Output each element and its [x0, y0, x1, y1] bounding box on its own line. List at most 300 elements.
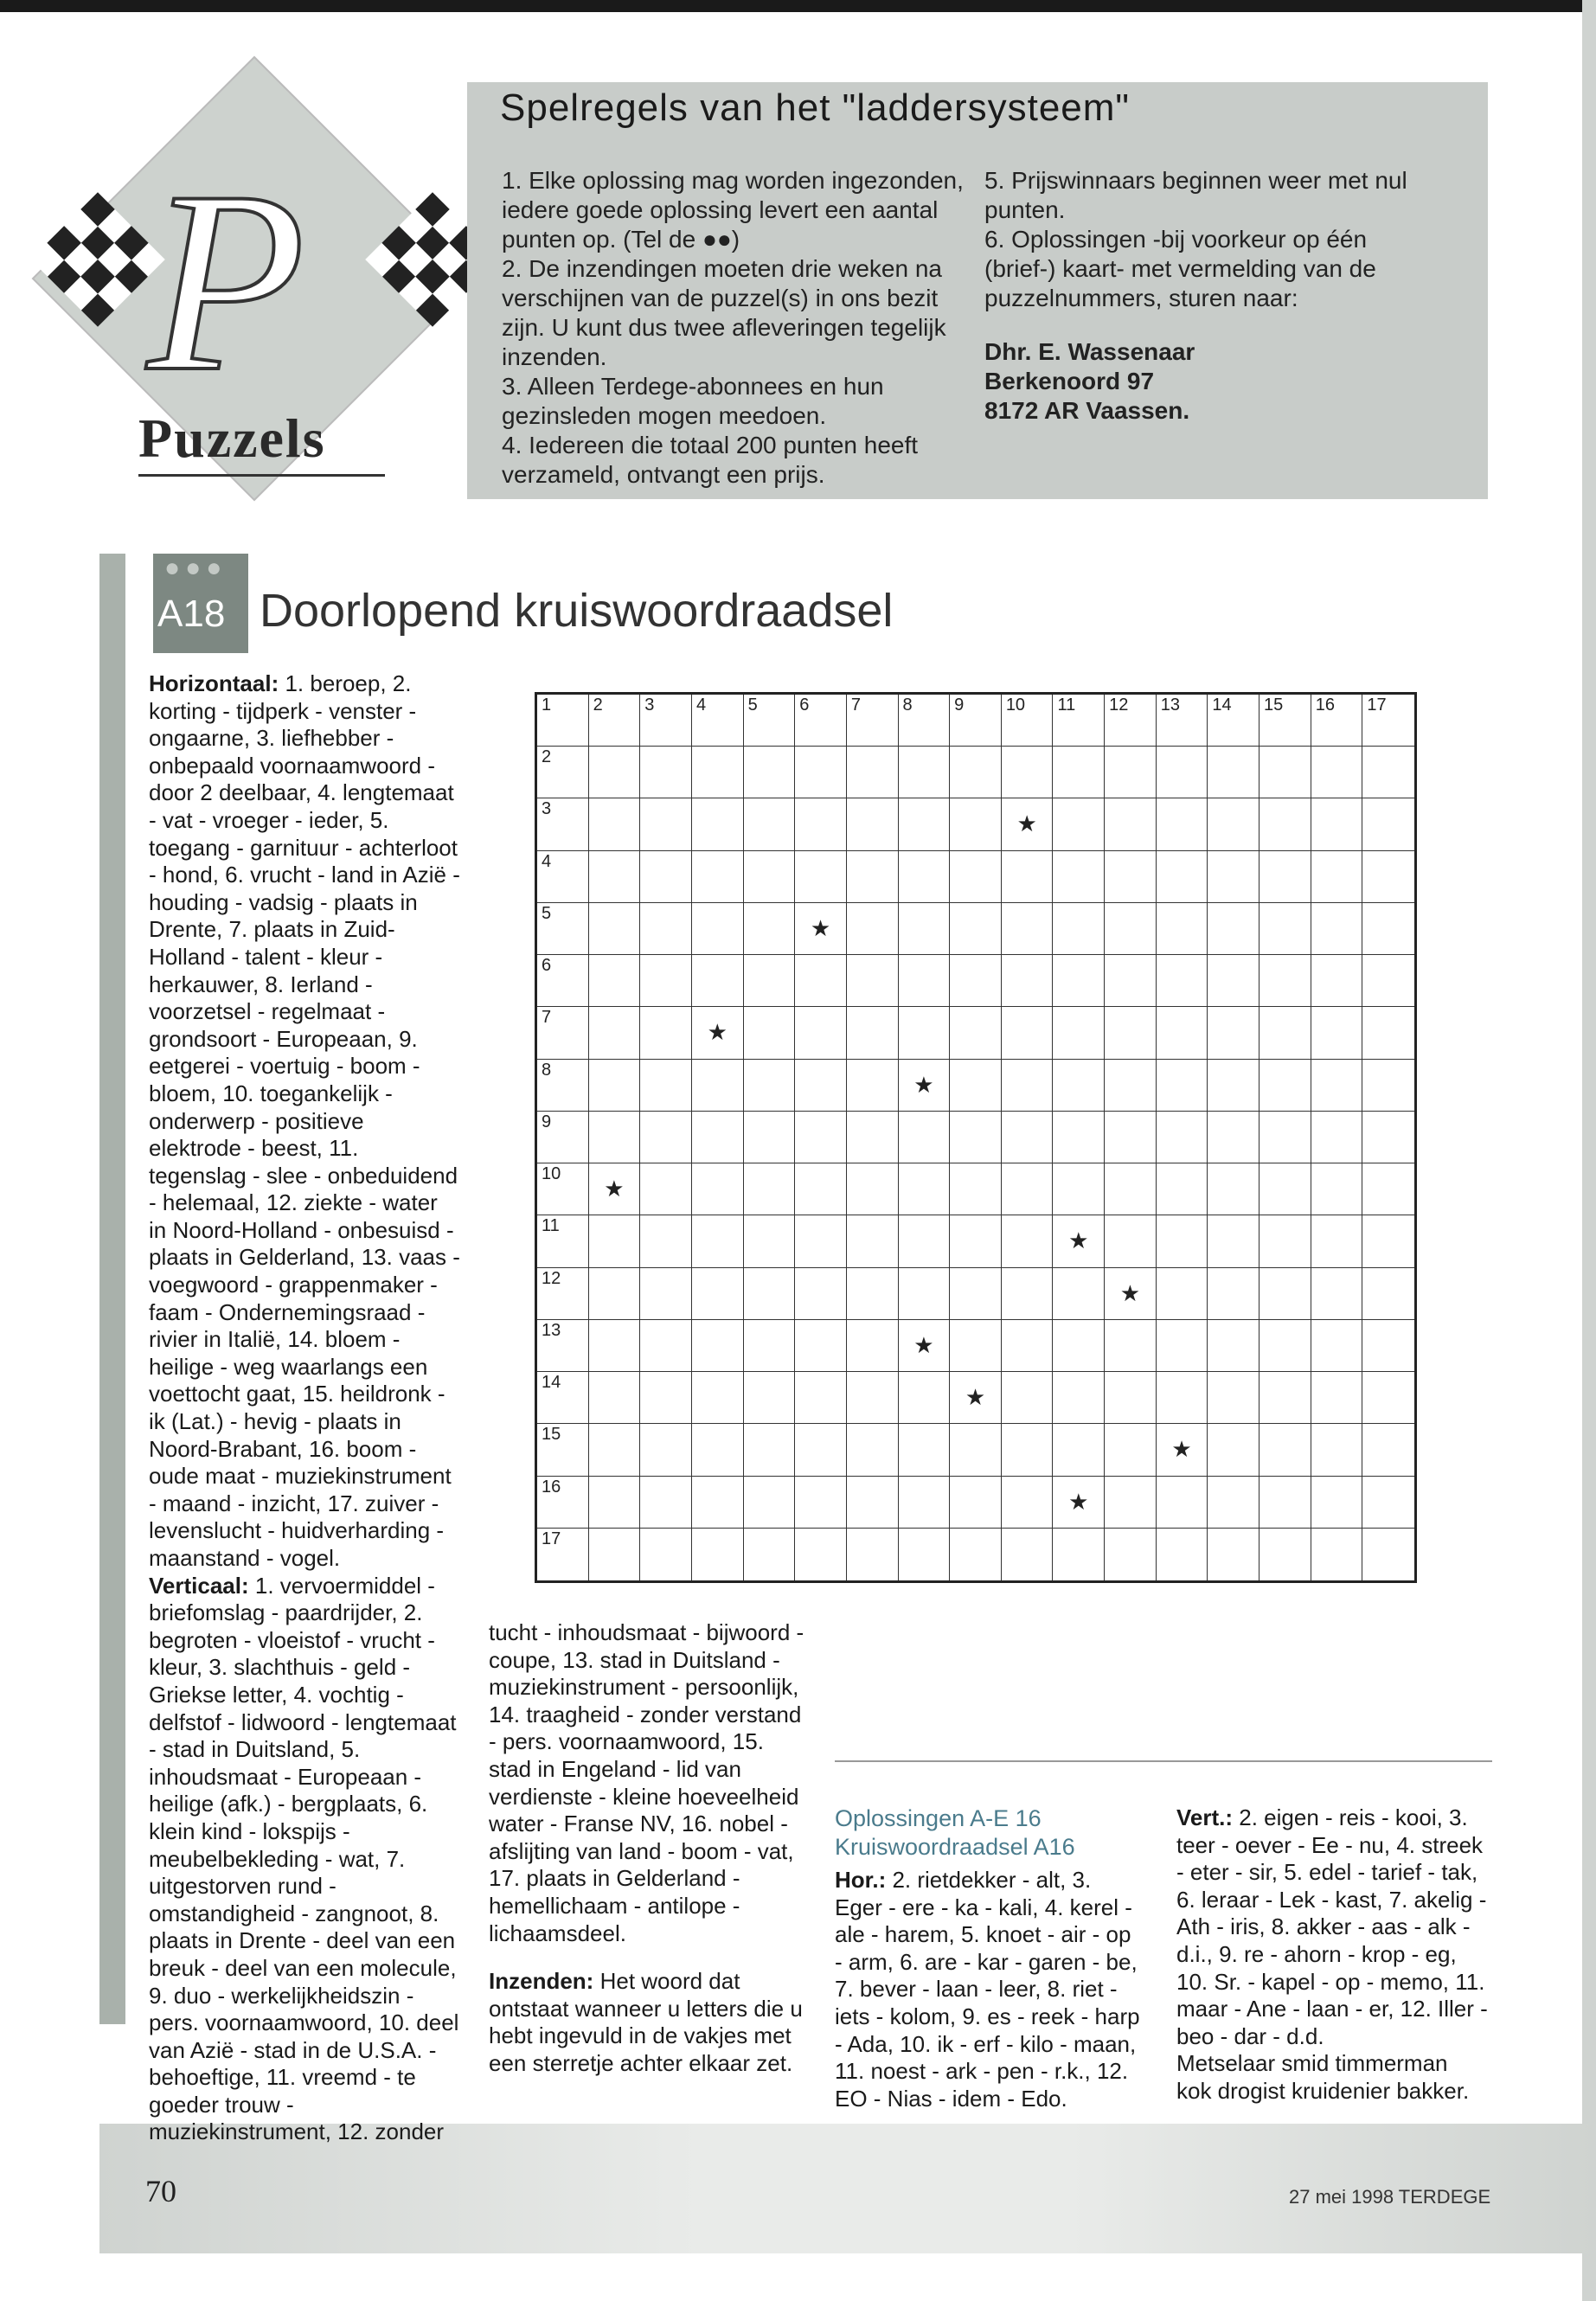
grid-cell[interactable]: [950, 695, 1002, 747]
grid-cell[interactable]: [692, 798, 744, 850]
grid-cell[interactable]: [537, 695, 589, 747]
grid-cell[interactable]: [537, 1424, 589, 1476]
grid-cell[interactable]: [640, 1320, 692, 1372]
grid-cell[interactable]: [1311, 1007, 1363, 1059]
grid-cell[interactable]: [1311, 747, 1363, 798]
grid-cell[interactable]: [1002, 1372, 1054, 1424]
grid-cell[interactable]: [950, 1268, 1002, 1320]
grid-cell[interactable]: [1311, 851, 1363, 903]
grid-cell[interactable]: [744, 1529, 796, 1580]
grid-cell[interactable]: [1208, 747, 1259, 798]
grid-cell[interactable]: [1002, 1477, 1054, 1529]
grid-cell[interactable]: [1053, 1007, 1105, 1059]
grid-cell[interactable]: [950, 1424, 1002, 1476]
grid-cell[interactable]: [899, 1320, 951, 1372]
grid-cell[interactable]: [950, 1007, 1002, 1059]
grid-cell[interactable]: [589, 695, 641, 747]
grid-cell[interactable]: [1259, 747, 1311, 798]
grid-cell[interactable]: [640, 1007, 692, 1059]
grid-cell[interactable]: [1208, 798, 1259, 850]
grid-cell[interactable]: [1002, 1112, 1054, 1163]
grid-cell[interactable]: [537, 1007, 589, 1059]
grid-cell[interactable]: [744, 955, 796, 1007]
grid-cell[interactable]: [950, 1163, 1002, 1215]
grid-cell[interactable]: [950, 1372, 1002, 1424]
grid-cell[interactable]: [1259, 1320, 1311, 1372]
grid-cell[interactable]: [1259, 1372, 1311, 1424]
grid-cell[interactable]: [795, 1320, 847, 1372]
grid-cell[interactable]: [847, 1268, 899, 1320]
grid-cell[interactable]: [847, 1477, 899, 1529]
grid-cell[interactable]: [950, 1320, 1002, 1372]
grid-cell[interactable]: [1157, 1215, 1208, 1267]
grid-cell[interactable]: [795, 851, 847, 903]
grid-cell[interactable]: [1362, 1268, 1414, 1320]
grid-cell[interactable]: [950, 955, 1002, 1007]
grid-cell[interactable]: [640, 1215, 692, 1267]
grid-cell[interactable]: [795, 1424, 847, 1476]
grid-cell[interactable]: [1157, 1268, 1208, 1320]
grid-cell[interactable]: [1362, 798, 1414, 850]
grid-cell[interactable]: [1053, 955, 1105, 1007]
grid-cell[interactable]: [640, 851, 692, 903]
grid-cell[interactable]: [1157, 1477, 1208, 1529]
grid-cell[interactable]: [640, 1112, 692, 1163]
grid-cell[interactable]: [744, 1424, 796, 1476]
grid-cell[interactable]: [589, 1477, 641, 1529]
grid-cell[interactable]: [1053, 1268, 1105, 1320]
grid-cell[interactable]: [1311, 1268, 1363, 1320]
grid-cell[interactable]: [899, 1372, 951, 1424]
grid-cell[interactable]: [847, 1320, 899, 1372]
grid-cell[interactable]: [744, 747, 796, 798]
grid-cell[interactable]: [1157, 955, 1208, 1007]
grid-cell[interactable]: [1362, 1007, 1414, 1059]
grid-cell[interactable]: [899, 903, 951, 955]
grid-cell[interactable]: [950, 1060, 1002, 1112]
grid-cell[interactable]: [692, 1007, 744, 1059]
grid-cell[interactable]: [1208, 903, 1259, 955]
grid-cell[interactable]: [1105, 851, 1157, 903]
grid-cell[interactable]: [1105, 1060, 1157, 1112]
grid-cell[interactable]: [589, 1060, 641, 1112]
grid-cell[interactable]: [1311, 1215, 1363, 1267]
grid-cell[interactable]: [1259, 1215, 1311, 1267]
grid-cell[interactable]: [1105, 1007, 1157, 1059]
grid-cell[interactable]: [1157, 747, 1208, 798]
grid-cell[interactable]: [1208, 1477, 1259, 1529]
grid-cell[interactable]: [1259, 1529, 1311, 1580]
grid-cell[interactable]: [1259, 1112, 1311, 1163]
grid-cell[interactable]: [640, 955, 692, 1007]
grid-cell[interactable]: [1157, 1007, 1208, 1059]
grid-cell[interactable]: [1053, 747, 1105, 798]
grid-cell[interactable]: [1157, 903, 1208, 955]
grid-cell[interactable]: [1002, 1215, 1054, 1267]
grid-cell[interactable]: [795, 1268, 847, 1320]
grid-cell[interactable]: [1311, 1112, 1363, 1163]
grid-cell[interactable]: [1208, 1215, 1259, 1267]
grid-cell[interactable]: [899, 695, 951, 747]
grid-cell[interactable]: [692, 1268, 744, 1320]
grid-cell[interactable]: [795, 1163, 847, 1215]
grid-cell[interactable]: [589, 798, 641, 850]
grid-cell[interactable]: [1105, 1215, 1157, 1267]
grid-cell[interactable]: [1259, 1477, 1311, 1529]
grid-cell[interactable]: [847, 1007, 899, 1059]
grid-cell[interactable]: [692, 851, 744, 903]
grid-cell[interactable]: [1311, 695, 1363, 747]
grid-cell[interactable]: [537, 1372, 589, 1424]
grid-cell[interactable]: [1105, 1320, 1157, 1372]
grid-cell[interactable]: [1105, 1112, 1157, 1163]
grid-cell[interactable]: [1002, 1424, 1054, 1476]
grid-cell[interactable]: [1105, 1268, 1157, 1320]
grid-cell[interactable]: [795, 1372, 847, 1424]
cell-number: 10: [1005, 695, 1026, 715]
grid-cell[interactable]: [1157, 695, 1208, 747]
grid-cell[interactable]: [1362, 851, 1414, 903]
grid-cell[interactable]: [744, 851, 796, 903]
grid-cell[interactable]: [1053, 1424, 1105, 1476]
grid-cell[interactable]: [950, 1529, 1002, 1580]
grid-cell[interactable]: [640, 747, 692, 798]
grid-cell[interactable]: [1208, 1268, 1259, 1320]
grid-cell[interactable]: [950, 903, 1002, 955]
grid-cell[interactable]: [692, 1215, 744, 1267]
grid-cell[interactable]: [1362, 1372, 1414, 1424]
grid-cell[interactable]: [692, 1477, 744, 1529]
grid-cell[interactable]: [1362, 1424, 1414, 1476]
grid-cell[interactable]: [537, 1320, 589, 1372]
grid-cell[interactable]: [589, 955, 641, 1007]
grid-cell[interactable]: [744, 1112, 796, 1163]
grid-cell[interactable]: [1311, 798, 1363, 850]
grid-cell[interactable]: [537, 903, 589, 955]
grid-cell[interactable]: [847, 851, 899, 903]
grid-cell[interactable]: [589, 747, 641, 798]
grid-cell[interactable]: [1157, 798, 1208, 850]
grid-cell[interactable]: [1362, 695, 1414, 747]
grid-cell[interactable]: [1002, 1163, 1054, 1215]
grid-cell[interactable]: [640, 1372, 692, 1424]
grid-cell[interactable]: [692, 695, 744, 747]
grid-cell[interactable]: [1311, 955, 1363, 1007]
grid-cell[interactable]: [950, 798, 1002, 850]
grid-cell[interactable]: [1362, 1320, 1414, 1372]
grid-cell[interactable]: [640, 1424, 692, 1476]
grid-cell[interactable]: [640, 1268, 692, 1320]
grid-cell[interactable]: [1311, 1060, 1363, 1112]
grid-cell[interactable]: [1105, 955, 1157, 1007]
grid-cell[interactable]: [1105, 1477, 1157, 1529]
grid-cell[interactable]: [1311, 1163, 1363, 1215]
grid-cell[interactable]: [744, 1215, 796, 1267]
grid-cell[interactable]: [899, 1268, 951, 1320]
grid-cell[interactable]: [1362, 1215, 1414, 1267]
grid-cell[interactable]: [899, 955, 951, 1007]
grid-cell[interactable]: [1208, 851, 1259, 903]
grid-cell[interactable]: [950, 747, 1002, 798]
grid-cell[interactable]: [589, 1320, 641, 1372]
grid-cell[interactable]: [795, 695, 847, 747]
grid-cell[interactable]: [899, 747, 951, 798]
grid-cell[interactable]: [847, 1060, 899, 1112]
grid-cell[interactable]: [1105, 747, 1157, 798]
grid-cell[interactable]: [899, 851, 951, 903]
grid-cell[interactable]: [847, 1372, 899, 1424]
grid-cell[interactable]: [692, 747, 744, 798]
grid-cell[interactable]: [1105, 1372, 1157, 1424]
grid-cell[interactable]: [795, 1215, 847, 1267]
grid-cell[interactable]: [1259, 798, 1311, 850]
grid-cell[interactable]: [1362, 1112, 1414, 1163]
grid-cell[interactable]: [899, 1060, 951, 1112]
grid-cell[interactable]: [1053, 1477, 1105, 1529]
grid-cell[interactable]: [1002, 1529, 1054, 1580]
grid-cell[interactable]: [1259, 903, 1311, 955]
grid-cell[interactable]: [950, 1112, 1002, 1163]
grid-cell[interactable]: [1157, 1529, 1208, 1580]
grid-cell[interactable]: [1362, 1163, 1414, 1215]
grid-cell[interactable]: [537, 798, 589, 850]
grid-cell[interactable]: [1208, 955, 1259, 1007]
grid-cell[interactable]: [1157, 1320, 1208, 1372]
grid-cell[interactable]: [950, 851, 1002, 903]
grid-cell[interactable]: [537, 1112, 589, 1163]
grid-cell[interactable]: [744, 1372, 796, 1424]
grid-cell[interactable]: [1002, 955, 1054, 1007]
grid-cell[interactable]: [899, 1215, 951, 1267]
grid-cell[interactable]: [899, 798, 951, 850]
grid-cell[interactable]: [1259, 1268, 1311, 1320]
grid-cell[interactable]: [744, 1477, 796, 1529]
grid-cell[interactable]: [589, 1163, 641, 1215]
grid-cell[interactable]: [744, 695, 796, 747]
grid-cell[interactable]: [1157, 1060, 1208, 1112]
grid-cell[interactable]: [1208, 1007, 1259, 1059]
grid-cell[interactable]: [1362, 955, 1414, 1007]
grid-cell[interactable]: [692, 1320, 744, 1372]
grid-cell[interactable]: [899, 1112, 951, 1163]
grid-cell[interactable]: [847, 695, 899, 747]
grid-cell[interactable]: [1105, 1163, 1157, 1215]
cell-number: 7: [850, 695, 861, 715]
cell-number: 13: [542, 1320, 561, 1340]
grid-cell[interactable]: [847, 798, 899, 850]
grid-cell[interactable]: [1311, 1424, 1363, 1476]
grid-cell[interactable]: [1362, 1529, 1414, 1580]
grid-cell[interactable]: [589, 1268, 641, 1320]
grid-cell[interactable]: [744, 798, 796, 850]
grid-cell[interactable]: [1208, 695, 1259, 747]
grid-cell[interactable]: [589, 1529, 641, 1580]
grid-cell[interactable]: [1259, 1424, 1311, 1476]
grid-cell[interactable]: [640, 903, 692, 955]
grid-cell[interactable]: [537, 747, 589, 798]
grid-cell[interactable]: [1259, 1007, 1311, 1059]
grid-cell[interactable]: [899, 1424, 951, 1476]
grid-cell[interactable]: [1157, 851, 1208, 903]
grid-cell[interactable]: [1105, 798, 1157, 850]
grid-cell[interactable]: [1208, 1163, 1259, 1215]
grid-cell[interactable]: [795, 1060, 847, 1112]
grid-cell[interactable]: [1002, 1268, 1054, 1320]
grid-cell[interactable]: [537, 1060, 589, 1112]
grid-cell[interactable]: [1053, 1320, 1105, 1372]
grid-cell[interactable]: [1053, 1215, 1105, 1267]
grid-cell[interactable]: [795, 955, 847, 1007]
grid-cell[interactable]: [744, 1268, 796, 1320]
grid-cell[interactable]: [692, 903, 744, 955]
grid-cell[interactable]: [1259, 851, 1311, 903]
grid-cell[interactable]: [640, 1529, 692, 1580]
grid-cell[interactable]: [537, 1215, 589, 1267]
grid-cell[interactable]: [744, 903, 796, 955]
grid-cell[interactable]: [1157, 1112, 1208, 1163]
grid-cell[interactable]: [537, 1529, 589, 1580]
grid-cell[interactable]: [1002, 851, 1054, 903]
grid-cell[interactable]: [1053, 1372, 1105, 1424]
grid-cell[interactable]: [692, 955, 744, 1007]
grid-cell[interactable]: [589, 851, 641, 903]
grid-cell[interactable]: [640, 798, 692, 850]
grid-cell[interactable]: [692, 1424, 744, 1476]
grid-cell[interactable]: [537, 955, 589, 1007]
grid-cell[interactable]: [589, 1424, 641, 1476]
grid-cell[interactable]: [744, 1320, 796, 1372]
grid-cell[interactable]: [1002, 903, 1054, 955]
grid-cell[interactable]: [847, 1215, 899, 1267]
grid-cell[interactable]: [1002, 1060, 1054, 1112]
grid-cell[interactable]: [847, 955, 899, 1007]
grid-cell[interactable]: [847, 1112, 899, 1163]
left-strip: [99, 554, 125, 2024]
solutions-vert-text: 2. eigen - reis - kooi, 3. teer - oever - Ee - nu, 4. streek - eter - sir, 5. edel - tarief - tak, 6. leraar - Lek - kast, 7. akelig - Ath - iris, 8. akker - aas - alk - d.i., 9. re - ahorn - krop - eg, 10. Sr. - kapel - op - memo, 11. maar - Ane - laan - er, 12. Iller - beo - dar - d.d.: [1176, 1804, 1488, 2049]
grid-cell[interactable]: [1208, 1372, 1259, 1424]
grid-cell[interactable]: [692, 1112, 744, 1163]
grid-cell[interactable]: [1259, 695, 1311, 747]
grid-cell[interactable]: [950, 1477, 1002, 1529]
grid-cell[interactable]: [1002, 798, 1054, 850]
grid-cell[interactable]: [1311, 1477, 1363, 1529]
grid-cell[interactable]: [795, 798, 847, 850]
grid-cell[interactable]: [1208, 1424, 1259, 1476]
grid-cell[interactable]: [1053, 1060, 1105, 1112]
grid-cell[interactable]: [1053, 903, 1105, 955]
grid-cell[interactable]: [589, 1372, 641, 1424]
grid-cell[interactable]: [795, 1529, 847, 1580]
grid-cell[interactable]: [795, 1477, 847, 1529]
grid-cell[interactable]: [795, 1112, 847, 1163]
star-icon: ★: [913, 1331, 934, 1358]
grid-cell[interactable]: [537, 1268, 589, 1320]
grid-cell[interactable]: [1362, 747, 1414, 798]
grid-cell[interactable]: [847, 1424, 899, 1476]
grid-cell[interactable]: [1053, 798, 1105, 850]
grid-cell[interactable]: [1053, 1529, 1105, 1580]
grid-cell[interactable]: [537, 851, 589, 903]
grid-cell[interactable]: [899, 1007, 951, 1059]
grid-cell[interactable]: [1208, 1112, 1259, 1163]
grid-cell[interactable]: [847, 903, 899, 955]
grid-cell[interactable]: [1362, 903, 1414, 955]
grid-cell[interactable]: [692, 1163, 744, 1215]
grid-cell[interactable]: [640, 1477, 692, 1529]
grid-cell[interactable]: [847, 1163, 899, 1215]
grid-cell[interactable]: [1002, 747, 1054, 798]
grid-cell[interactable]: [1157, 1424, 1208, 1476]
grid-cell[interactable]: [899, 1163, 951, 1215]
grid-cell[interactable]: [899, 1529, 951, 1580]
grid-cell[interactable]: [1002, 1007, 1054, 1059]
grid-cell[interactable]: [589, 1112, 641, 1163]
grid-cell[interactable]: [1002, 1320, 1054, 1372]
grid-cell[interactable]: [1362, 1060, 1414, 1112]
clues-column-1: [149, 670, 460, 2146]
grid-cell[interactable]: [744, 1060, 796, 1112]
grid-cell[interactable]: [1208, 1320, 1259, 1372]
grid-cell[interactable]: [589, 1215, 641, 1267]
grid-cell[interactable]: [899, 1477, 951, 1529]
grid-cell[interactable]: [1053, 851, 1105, 903]
grid-cell[interactable]: [795, 747, 847, 798]
grid-cell[interactable]: [795, 1007, 847, 1059]
grid-cell[interactable]: [1208, 1529, 1259, 1580]
grid-cell[interactable]: [589, 1007, 641, 1059]
grid-cell[interactable]: [847, 1529, 899, 1580]
grid-cell[interactable]: [640, 1060, 692, 1112]
grid-cell[interactable]: [1105, 1424, 1157, 1476]
grid-cell[interactable]: [537, 1477, 589, 1529]
grid-cell[interactable]: [950, 1215, 1002, 1267]
grid-cell[interactable]: [744, 1163, 796, 1215]
star-icon: ★: [604, 1176, 625, 1202]
grid-cell[interactable]: [692, 1529, 744, 1580]
grid-cell[interactable]: [744, 1007, 796, 1059]
grid-cell[interactable]: [640, 1163, 692, 1215]
grid-cell[interactable]: [795, 903, 847, 955]
grid-cell[interactable]: [847, 747, 899, 798]
grid-cell[interactable]: [1105, 695, 1157, 747]
grid-cell[interactable]: [1002, 695, 1054, 747]
rule-5: 5. Prijswinnaars beginnen weer met nul punten.: [984, 167, 1407, 223]
grid-cell[interactable]: [537, 1163, 589, 1215]
grid-cell[interactable]: [1053, 695, 1105, 747]
grid-cell[interactable]: [1053, 1112, 1105, 1163]
grid-cell[interactable]: [1259, 1163, 1311, 1215]
grid-cell[interactable]: [1208, 1060, 1259, 1112]
grid-cell[interactable]: [692, 1372, 744, 1424]
grid-cell[interactable]: [640, 695, 692, 747]
grid-cell[interactable]: [1105, 1529, 1157, 1580]
grid-cell[interactable]: [1157, 1372, 1208, 1424]
grid-cell[interactable]: [589, 903, 641, 955]
grid-cell[interactable]: [1053, 1163, 1105, 1215]
cell-number: 2: [542, 747, 552, 767]
grid-cell[interactable]: [1311, 1529, 1363, 1580]
grid-cell[interactable]: [1362, 1477, 1414, 1529]
grid-cell[interactable]: [1259, 1060, 1311, 1112]
grid-cell[interactable]: [1311, 1320, 1363, 1372]
grid-cell[interactable]: [1259, 955, 1311, 1007]
cell-number: 13: [1160, 695, 1180, 715]
grid-cell[interactable]: [1311, 903, 1363, 955]
grid-cell[interactable]: [1157, 1163, 1208, 1215]
grid-cell[interactable]: [1311, 1372, 1363, 1424]
grid-cell[interactable]: [692, 1060, 744, 1112]
grid-cell[interactable]: [1105, 903, 1157, 955]
